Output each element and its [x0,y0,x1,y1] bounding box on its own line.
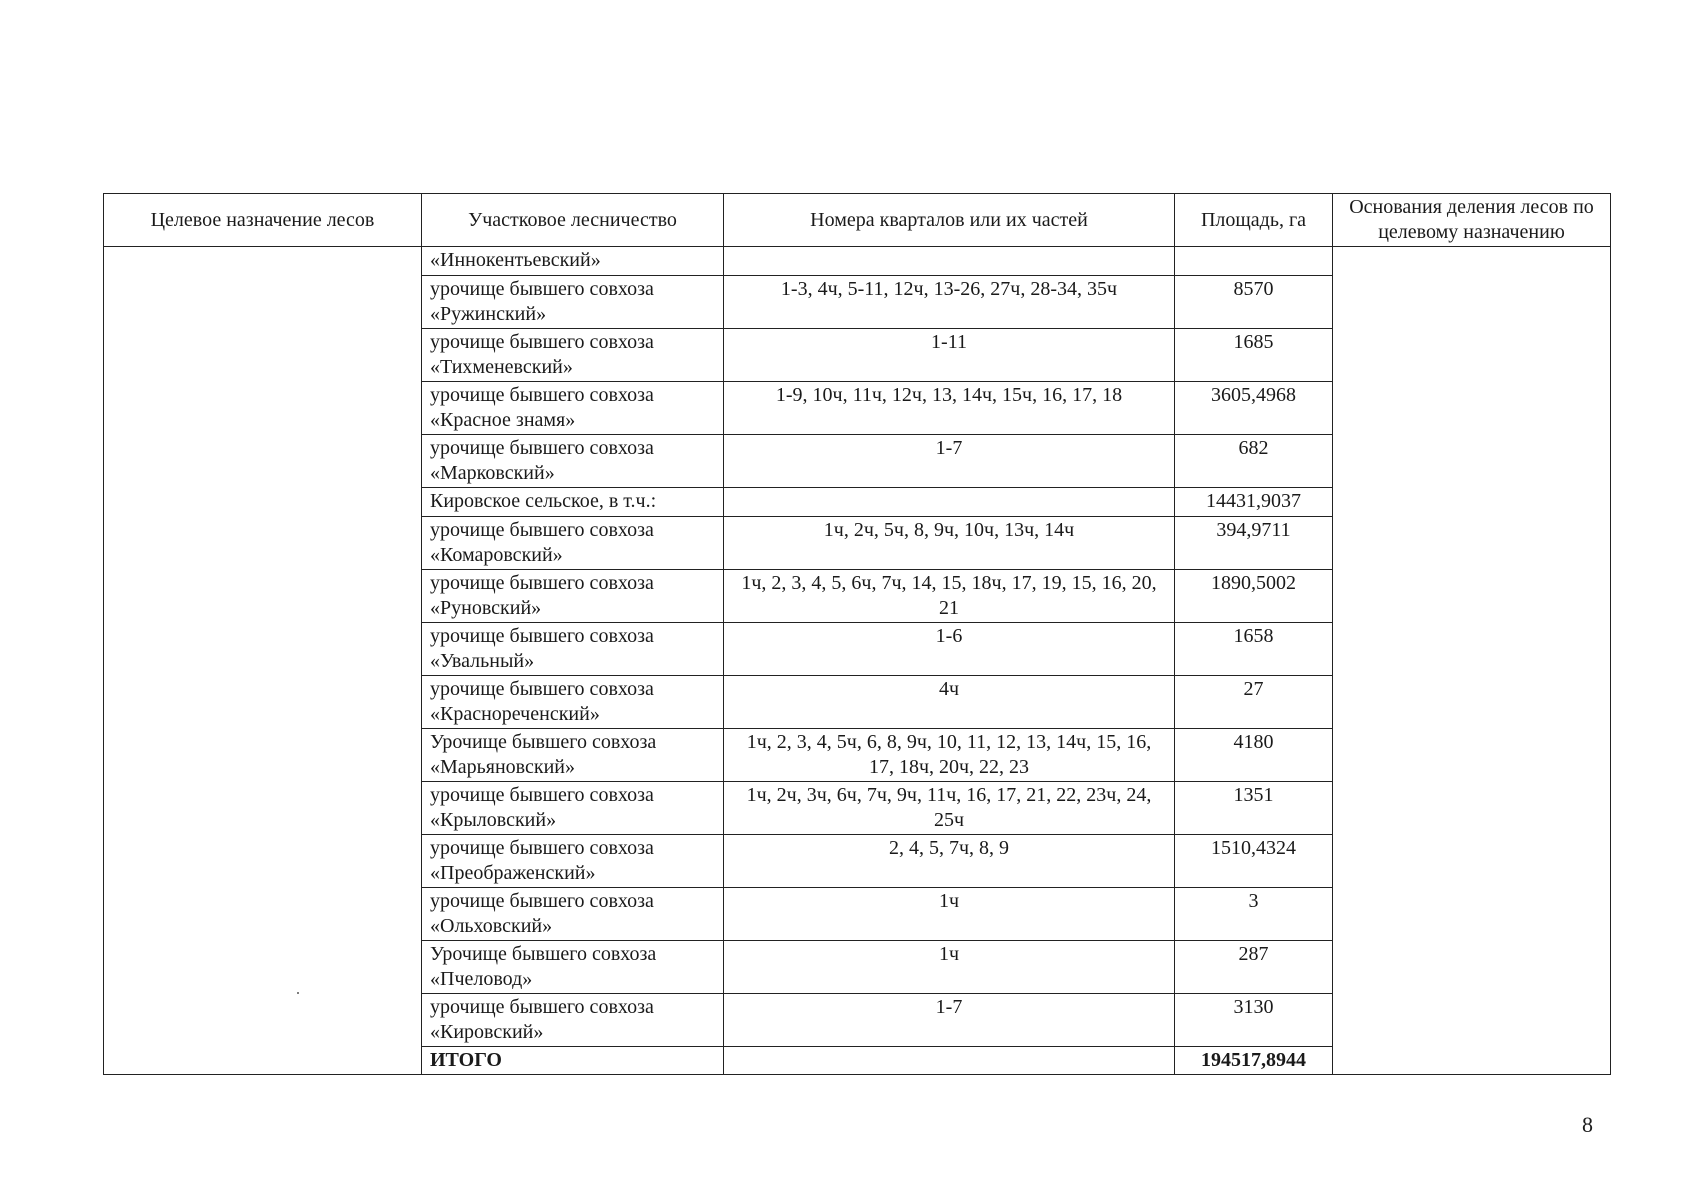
total-area: 194517,8944 [1175,1047,1333,1075]
forestry-cell: урочище бывшего совхоза «Красное знамя» [422,382,724,435]
area-cell: 3 [1175,888,1333,941]
area-cell: 27 [1175,676,1333,729]
quarters-cell: 1-7 [724,994,1175,1047]
area-cell: 14431,9037 [1175,488,1333,517]
area-cell: 1685 [1175,329,1333,382]
scan-speck [297,992,299,994]
quarters-cell: 1-6 [724,623,1175,676]
total-label: ИТОГО [422,1047,724,1075]
quarters-cell: 1ч, 2, 3, 4, 5ч, 6, 8, 9ч, 10, 11, 12, 13, 14ч, 15, 16, 17, 18ч, 20ч, 22, 23 [724,729,1175,782]
quarters-cell: 1-11 [724,329,1175,382]
forestry-cell: Кировское сельское, в т.ч.: [422,488,724,517]
area-cell [1175,247,1333,276]
total-quarters-cell [724,1047,1175,1075]
forestry-cell: Урочище бывшего совхоза «Пчеловод» [422,941,724,994]
forestry-cell: урочище бывшего совхоза «Марковский» [422,435,724,488]
forestry-cell: «Иннокентьевский» [422,247,724,276]
quarters-cell: 1ч [724,888,1175,941]
basis-cell [1333,247,1611,1075]
forestry-cell: урочище бывшего совхоза «Тихменевский» [422,329,724,382]
quarters-cell: 2, 4, 5, 7ч, 8, 9 [724,835,1175,888]
quarters-cell: 1ч, 2, 3, 4, 5, 6ч, 7ч, 14, 15, 18ч, 17, 19, 15, 16, 20, 21 [724,570,1175,623]
area-cell: 3605,4968 [1175,382,1333,435]
forest-division-table [103,193,1611,1075]
area-cell: 3130 [1175,994,1333,1047]
quarters-cell [724,488,1175,517]
page-number: 8 [1582,1112,1593,1137]
header-quarters: Номера кварталов или их частей [724,194,1175,247]
area-cell: 1510,4324 [1175,835,1333,888]
area-cell: 394,9711 [1175,517,1333,570]
quarters-cell: 1-7 [724,435,1175,488]
forestry-cell: урочище бывшего совхоза «Комаровский» [422,517,724,570]
quarters-cell: 1-3, 4ч, 5-11, 12ч, 13-26, 27ч, 28-34, 35ч [724,276,1175,329]
forestry-cell: урочище бывшего совхоза «Преображенский» [422,835,724,888]
forestry-cell: урочище бывшего совхоза «Крыловский» [422,782,724,835]
quarters-cell: 1ч, 2ч, 3ч, 6ч, 7ч, 9ч, 11ч, 16, 17, 21, 22, 23ч, 24, 25ч [724,782,1175,835]
header-basis: Основания деления лесов по целевому назначению [1333,194,1611,247]
forestry-cell: Урочище бывшего совхоза «Марьяновский» [422,729,724,782]
forestry-cell: урочище бывшего совхоза «Краснореченский» [422,676,724,729]
forestry-cell: урочище бывшего совхоза «Ольховский» [422,888,724,941]
area-cell: 287 [1175,941,1333,994]
table-header-row [104,194,1611,247]
area-cell: 1351 [1175,782,1333,835]
purpose-cell [104,247,422,1075]
quarters-cell: 1ч, 2ч, 5ч, 8, 9ч, 10ч, 13ч, 14ч [724,517,1175,570]
table-body [104,247,1611,1075]
area-cell: 4180 [1175,729,1333,782]
header-purpose: Целевое назначение лесов [104,194,422,247]
header-forestry: Участковое лесничество [422,194,724,247]
table-row [104,247,1611,276]
area-cell: 1658 [1175,623,1333,676]
quarters-cell: 1ч [724,941,1175,994]
area-cell: 1890,5002 [1175,570,1333,623]
forestry-cell: урочище бывшего совхоза «Увальный» [422,623,724,676]
quarters-cell: 4ч [724,676,1175,729]
area-cell: 8570 [1175,276,1333,329]
area-cell: 682 [1175,435,1333,488]
forestry-cell: урочище бывшего совхоза «Руновский» [422,570,724,623]
quarters-cell [724,247,1175,276]
forestry-cell: урочище бывшего совхоза «Ружинский» [422,276,724,329]
forestry-cell: урочище бывшего совхоза «Кировский» [422,994,724,1047]
quarters-cell: 1-9, 10ч, 11ч, 12ч, 13, 14ч, 15ч, 16, 17, 18 [724,382,1175,435]
header-area: Площадь, га [1175,194,1333,247]
